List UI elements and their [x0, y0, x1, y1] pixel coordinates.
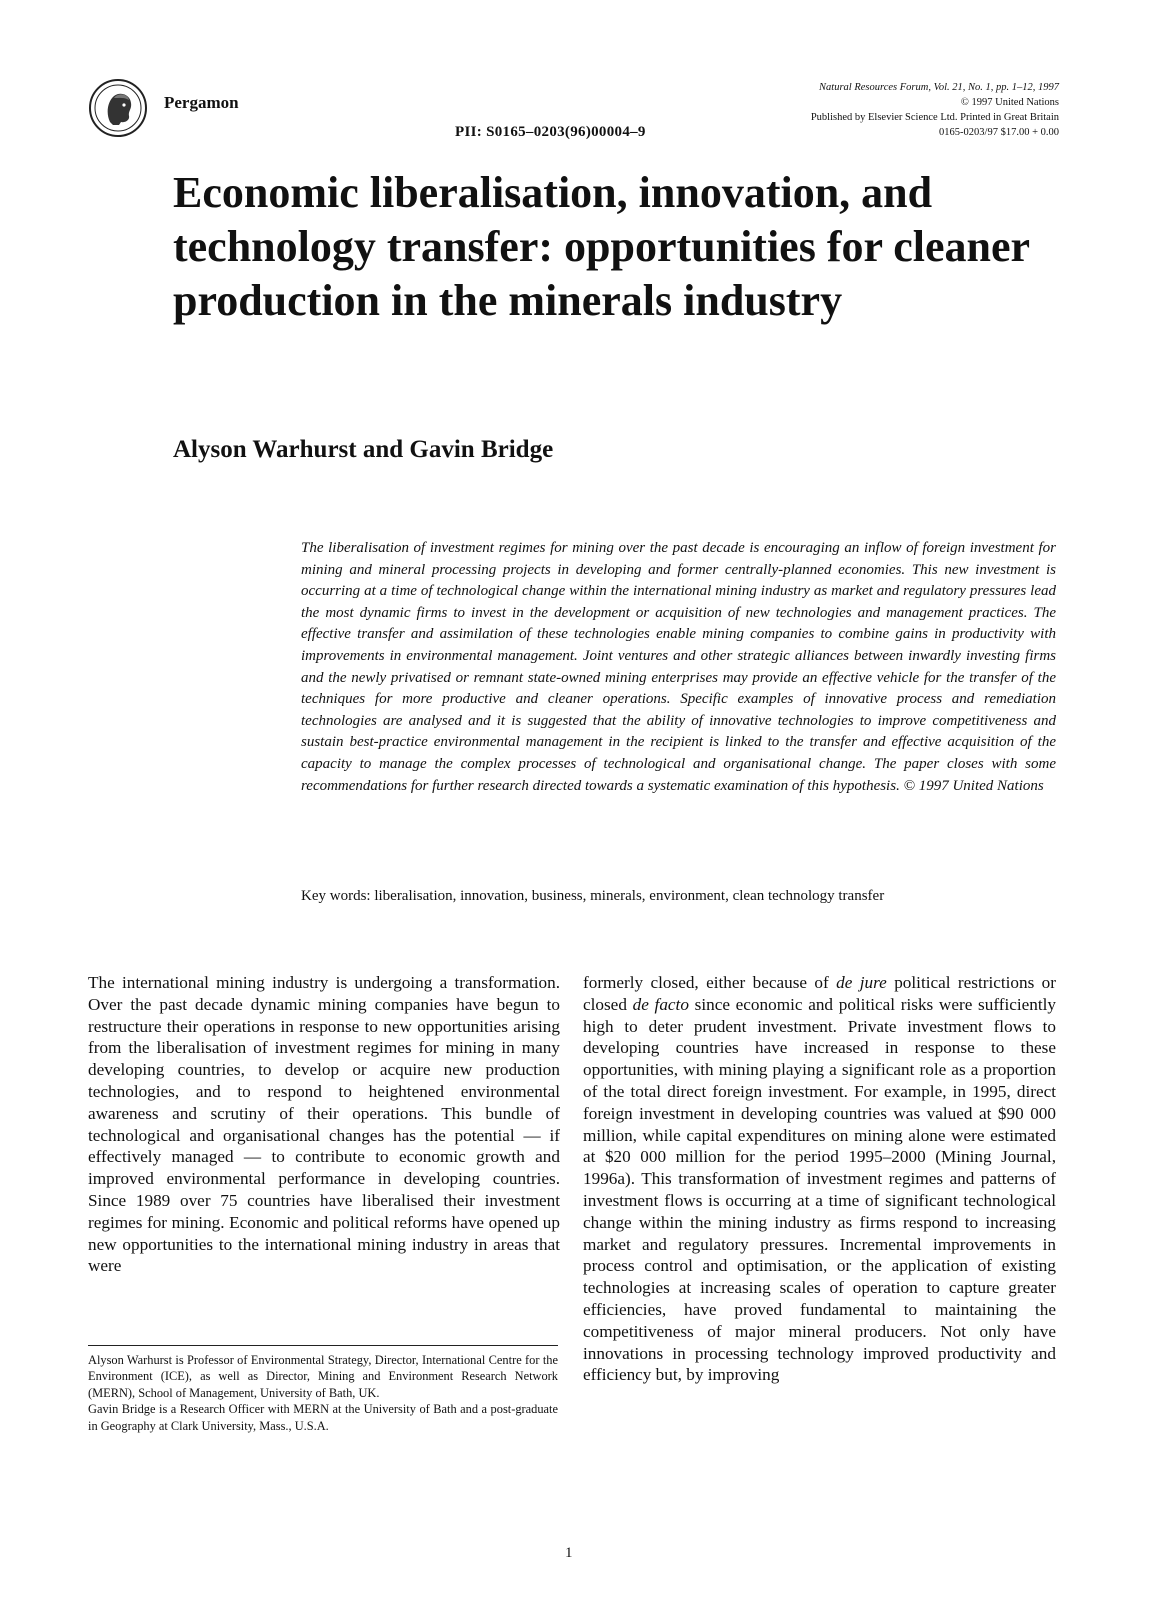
- journal-citation: [719, 80, 1059, 140]
- pergamon-head-icon: [88, 78, 148, 138]
- publisher-name: Pergamon: [164, 93, 239, 112]
- journal-line-copyright: © 1997 United Nations: [960, 97, 1059, 108]
- author-footnotes: [88, 1352, 558, 1434]
- body-italic-term: de facto: [632, 994, 689, 1014]
- page-number: 1: [565, 1545, 573, 1561]
- footnote-author-2: Gavin Bridge is a Research Officer with MERN at the University of Bath and a post-graduate in Geography at Clark University, Mass., U.S.A.: [88, 1402, 558, 1433]
- body-right-column: [583, 972, 1056, 1386]
- journal-line-publisher: Published by Elsevier Science Ltd. Printed in Great Britain: [810, 112, 1059, 123]
- footnote-divider: [88, 1345, 558, 1346]
- article-title: Economic liberalisation, innovation, and technology transfer: opportunities for cleaner production in the minerals industry: [173, 168, 1030, 325]
- body-text-segment: political restrictions or closed: [583, 973, 1056, 1014]
- keywords: Key words: liberalisation, innovation, business, minerals, environment, clean technology transfer: [301, 888, 885, 904]
- footnote-author-1: Alyson Warhurst is Professor of Environmental Strategy, Director, International Centre for the Environment (ICE), as well as Director, Mining and Environment Research Network (MERN), School of Management, University of Bath, UK.: [88, 1353, 558, 1400]
- journal-line-citation: Natural Resources Forum, Vol. 21, No. 1, pp. 1–12, 1997: [819, 82, 1059, 93]
- body-text-segment: formerly closed, either because of: [583, 973, 837, 992]
- body-italic-term: de jure: [836, 973, 887, 992]
- pii-identifier: PII: S0165–0203(96)00004–9: [455, 124, 646, 140]
- abstract: The liberalisation of investment regimes for mining over the past decade is encouraging an inflow of foreign investment for mining and mineral processing projects in developing and former centrally-planned economies. This new investment is occurring at a time of technological change within the international mining industry as market and regulatory pressures lead the most dynamic firms to invest in the development or acquisition of new technologies and management practices. The effective transfer and assimilation of these technologies enable mining companies to combine gains in productivity with improvements in environmental management. Joint ventures and other strategic alliances between inwardly investing firms and the newly privatised or remnant state-owned mining enterprises may provide an effective vehicle for the transfer of the techniques for more productive and cleaner operations. Specific examples of innovative process and remediation technologies are analysed and it is suggested that the ability of innovative technologies to improve competitiveness and sustain best-practice environmental management in the recipient is linked to the transfer and effective acquisition of the capacity to manage the complex processes of technological and organisational change. The paper closes with some recommendations for further research directed towards a systematic examination of this hypothesis. © 1997 United Nations: [301, 540, 1056, 794]
- body-left-column: The international mining industry is undergoing a transformation. Over the past decade dynamic mining companies have begun to restructure their operations in response to new opportunities arising from the liberalisation of investment regimes for mining in many developing countries, to develop or acquire new production technologies, and to respond to heightened environmental awareness and scrutiny of their operations. This bundle of technological and organisational changes has the potential — if effectively managed — to contribute to economic growth and improved environmental performance in developing countries. Since 1989 over 75 countries have liberalised their investment regimes for mining. Economic and political reforms have opened up new opportunities to the international mining industry in areas that were: [88, 973, 560, 1276]
- journal-line-issn: 0165-0203/97 $17.00 + 0.00: [939, 127, 1059, 138]
- body-text-segment: since economic and political risks were sufficiently high to deter prudent investment. Private investment flows to developing countries have increased in response to these opportunities, with mining playing a significant role as a proportion of the total direct foreign investment. For example, in 1995, direct foreign investment in developing countries was valued at $90 000 million, while capital expenditures on mining alone were estimated at $20 000 million for the period 1995–2000 (Mining Journal, 1996a). This transformation of investment regimes and patterns of investment flows is occurring at a time of significant technological change within the mining industry as firms respond to increasing market and regulatory pressures. Incremental improvements in process control and optimisation, or the application of existing technologies at increasing scales of operation to capture greater efficiencies, have proved fundamental to maintaining the competitiveness of major mineral producers. Not only have innovations in processing technology improved productivity and efficiency but, by improving: [583, 994, 1056, 1385]
- article-authors: Alyson Warhurst and Gavin Bridge: [173, 436, 554, 463]
